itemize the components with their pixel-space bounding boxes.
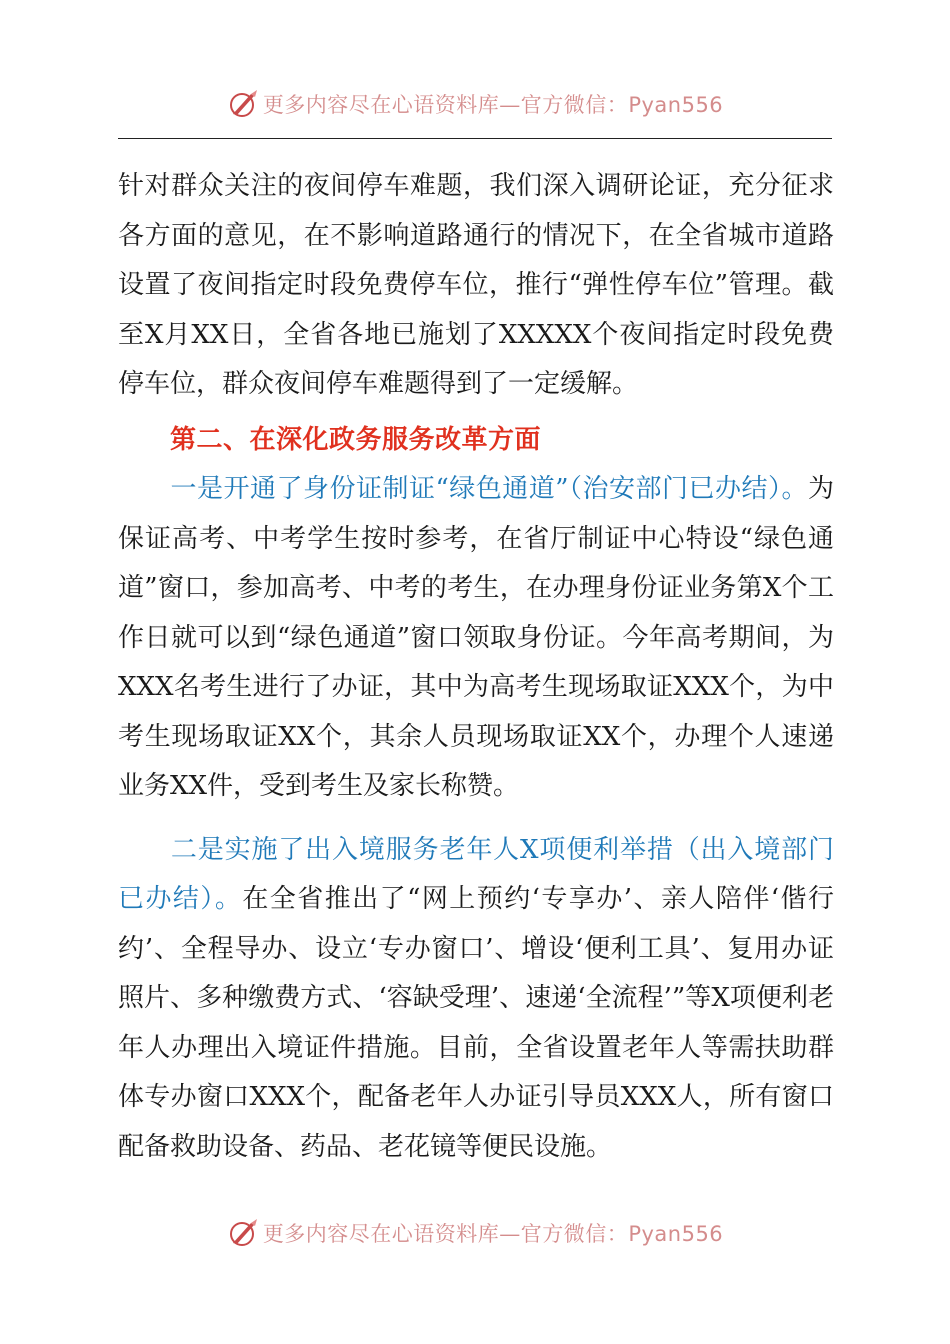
item-elderly-services-body: 在全省推出了“网上预约‘专享办’、亲人陪伴‘偕行约’、全程导办、设立‘专办窗口’、增设‘便利工具’、复用办证照片、多种缴费方式、‘容缺受理’、速递‘全流程’”等X项便利老年人办理出入境证件措施。目前，全省设置老年人等需扶助群体专办窗口XXX个，配备老年人办证引导员XXX人，所有窗口配备救助设备、药品、老花镜等便民设施。	[118, 884, 834, 1162]
item-green-channel-body: 为保证高考、中考学生按时参考，在省厅制证中心特设“绿色通道”窗口，参加高考、中考的考生，在办理身份证业务第X个工作日就可以到“绿色通道”窗口领取身份证。今年高考期间，为XXX名考生进行了办证，其中为高考生现场取证XXX个，为中考生现场取证XX个，其余人员现场取证XX个，办理个人速递业务XX件，受到考生及家长称赞。	[118, 474, 834, 801]
quill-pen-icon	[227, 88, 259, 120]
header-brand-main: 更多内容尽在心语资料库—官方微信：	[262, 93, 629, 117]
footer-brand-text	[263, 1218, 723, 1248]
item-green-channel	[118, 465, 834, 812]
footer-brand-main: 更多内容尽在心语资料库—官方微信：	[262, 1222, 629, 1246]
paragraph-parking-text: 针对群众关注的夜间停车难题，我们深入调研论证，充分征求各方面的意见，在不影响道路通行的情况下，在全省城市道路设置了夜间指定时段免费停车位，推行“弹性停车位”管理。截至X月XX日，全省各地已施划了XXXXX个夜间指定时段免费停车位，群众夜间停车难题得到了一定缓解。	[118, 171, 834, 399]
header-brand-text	[263, 89, 723, 119]
quill-pen-icon	[227, 1217, 259, 1249]
header-divider	[118, 138, 832, 139]
document-body	[118, 162, 834, 1172]
item-elderly-services-lead: 二是实施了出入境服务老年人X项便利举措（出入境部门已办结）。	[118, 834, 834, 914]
header-brand-wechat: Pyan556	[628, 93, 724, 117]
page-header	[0, 78, 950, 130]
paragraph-parking	[118, 162, 834, 410]
item-elderly-services	[118, 826, 834, 1173]
section-heading-reform: 第二、在深化政务服务改革方面	[170, 424, 542, 455]
item-green-channel-lead: 一是开通了身份证制证“绿色通道”（治安部门已办结）。	[170, 474, 808, 504]
footer-brand-wechat: Pyan556	[628, 1222, 724, 1246]
page-footer	[0, 1207, 950, 1259]
